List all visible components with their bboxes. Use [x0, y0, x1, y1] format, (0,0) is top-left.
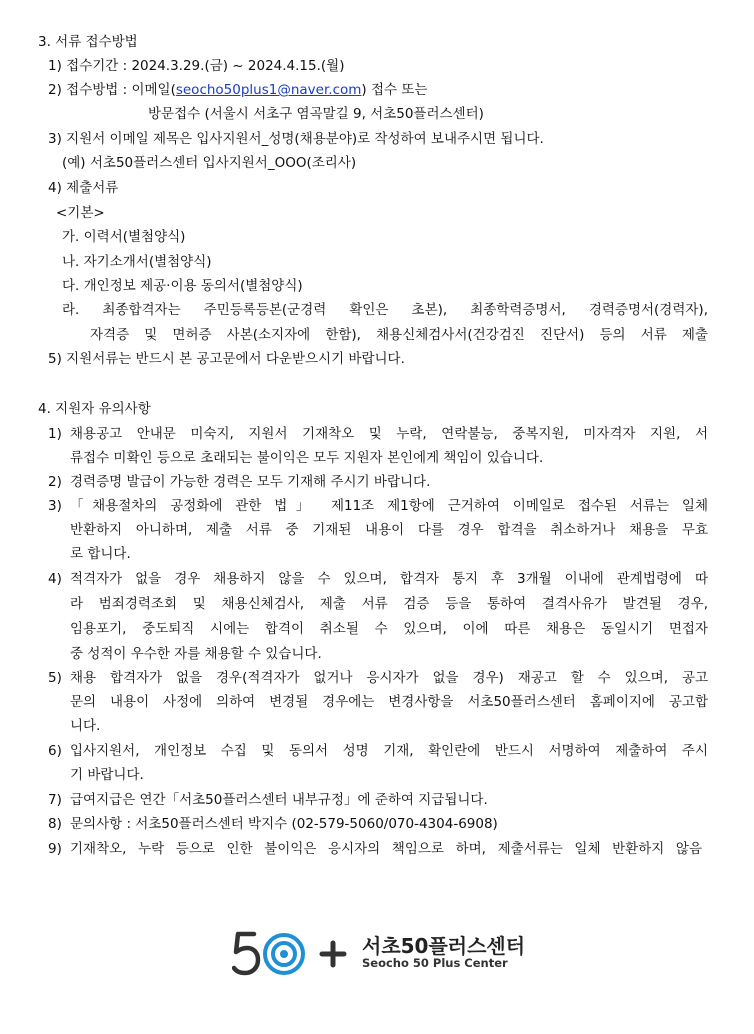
notice-line: 기재착오, 누락 등으로 인한 불이익은 응시자의 책임으로 하며, 제출서류는 일체 반환하지 않음 [70, 841, 702, 857]
notice-num: 5) [48, 670, 62, 686]
section3-title: 3. 서류 접수방법 [38, 34, 138, 50]
notice-line: 문의사항 : 서초50플러스센터 박지수 (02-579-5060/070-4304-6908) [70, 816, 498, 832]
doc-item: 나. 자기소개서(별첨양식) [62, 254, 212, 270]
notice-line: 「채용절차의 공정화에 관한 법」 제11조 제1항에 근거하여 이메일로 접수된 서류는 일체 [70, 498, 708, 514]
basic-docs-label: <기본> [56, 205, 105, 221]
notice-line: 채용 합격자가 없을 경우(적격자가 없거나 응시자가 없을 경우) 재공고 할 수 있으며, 공고 [70, 670, 708, 686]
notice-line: 류접수 미확인 등으로 초래되는 불이익은 모두 지원자 본인에게 책임이 있습니다. [70, 450, 544, 466]
notice-num: 7) [48, 792, 62, 808]
section3-item4: 4) 제출서류 [48, 180, 119, 196]
notice-num: 6) [48, 743, 62, 759]
item2-prefix: 2) 접수방법 : 이메일( [48, 82, 176, 98]
doc-item-ra-line2: 자격증 및 면허증 사본(소지자에 한함), 채용신체검사서(건강검진 진단서) 등의 서류 제출 [90, 327, 708, 343]
notice-line: 중 성적이 우수한 자를 채용할 수 있습니다. [70, 646, 322, 662]
notice-line: 로 합니다. [70, 546, 131, 562]
doc-item-ra-line1: 라. 최종합격자는 주민등록등본(군경력 확인은 초본), 최종학력증명서, 경력증명서(경력자), [62, 302, 708, 318]
notice-line: 라 범죄경력조회 및 채용신체검사, 제출 서류 검증 등을 통하여 결격사유가 발견될 경우, [70, 596, 708, 612]
center-logo [232, 928, 532, 980]
notice-num: 9) [48, 841, 62, 857]
notice-num: 8) [48, 816, 62, 832]
notice-num: 3) [48, 498, 62, 514]
section4-title: 4. 지원자 유의사항 [38, 401, 151, 417]
notice-line: 니다. [70, 718, 101, 734]
section3-item2 [48, 81, 427, 99]
notice-line: 경력증명 발급이 가능한 경력은 모두 기재해 주시기 바랍니다. [70, 474, 431, 490]
section3-item1: 1) 접수기간 : 2024.3.29.(금) ~ 2024.4.15.(월) [48, 58, 345, 74]
section3-item3-example: (예) 서초50플러스센터 입사지원서_OOO(조리사) [62, 155, 357, 171]
doc-item: 다. 개인정보 제공·이용 동의서(별첨양식) [62, 278, 303, 294]
notice-line: 반환하지 아니하며, 제출 서류 중 기재된 내용이 다를 경우 합격을 취소하거나 채용을 무효 [70, 522, 708, 538]
notice-line: 문의 내용이 사정에 의하여 변경될 경우에는 변경사항을 서초50플러스센터 홈페이지에 공고합 [70, 694, 708, 710]
logo-mark-50-plus [232, 928, 352, 980]
item2-suffix: ) 접수 또는 [361, 82, 428, 98]
notice-num: 1) [48, 426, 62, 442]
doc-item: 가. 이력서(별첨양식) [62, 229, 186, 245]
notice-num: 4) [48, 571, 62, 587]
section3-item2-line2: 방문접수 (서울시 서초구 염곡말길 9, 서초50플러스센터) [148, 106, 484, 122]
notice-line: 급여지급은 연간「서초50플러스센터 내부규정」에 준하여 지급됩니다. [70, 792, 488, 808]
email-link[interactable]: seocho50plus1@naver.com [175, 82, 362, 98]
logo-name: 서초50플러스센터 [362, 934, 526, 958]
section3-item3: 3) 지원서 이메일 제목은 입사지원서_성명(채용분야)로 작성하여 보내주시면 됩니다. [48, 131, 544, 147]
notice-line: 적격자가 없을 경우 채용하지 않을 수 있으며, 합격자 통지 후 3개월 이내에 관계법령에 따 [70, 571, 708, 587]
notice-num: 2) [48, 474, 62, 490]
notice-line: 기 바랍니다. [70, 767, 144, 783]
notice-line: 입사지원서, 개인정보 수집 및 동의서 성명 기재, 확인란에 반드시 서명하여 제출하여 주시 [70, 743, 708, 759]
section3-item5: 5) 지원서류는 반드시 본 공고문에서 다운받으시기 바랍니다. [48, 351, 405, 367]
logo-english-name: Seocho 50 Plus Center [362, 956, 508, 970]
notice-line: 임용포기, 중도퇴직 시에는 합격이 취소될 수 있으며, 이에 따른 채용은 동일시기 면접자 [70, 621, 708, 637]
notice-line: 채용공고 안내문 미숙지, 지원서 기재착오 및 누락, 연락불능, 중복지원, 미자격자 지원, 서 [70, 426, 708, 442]
